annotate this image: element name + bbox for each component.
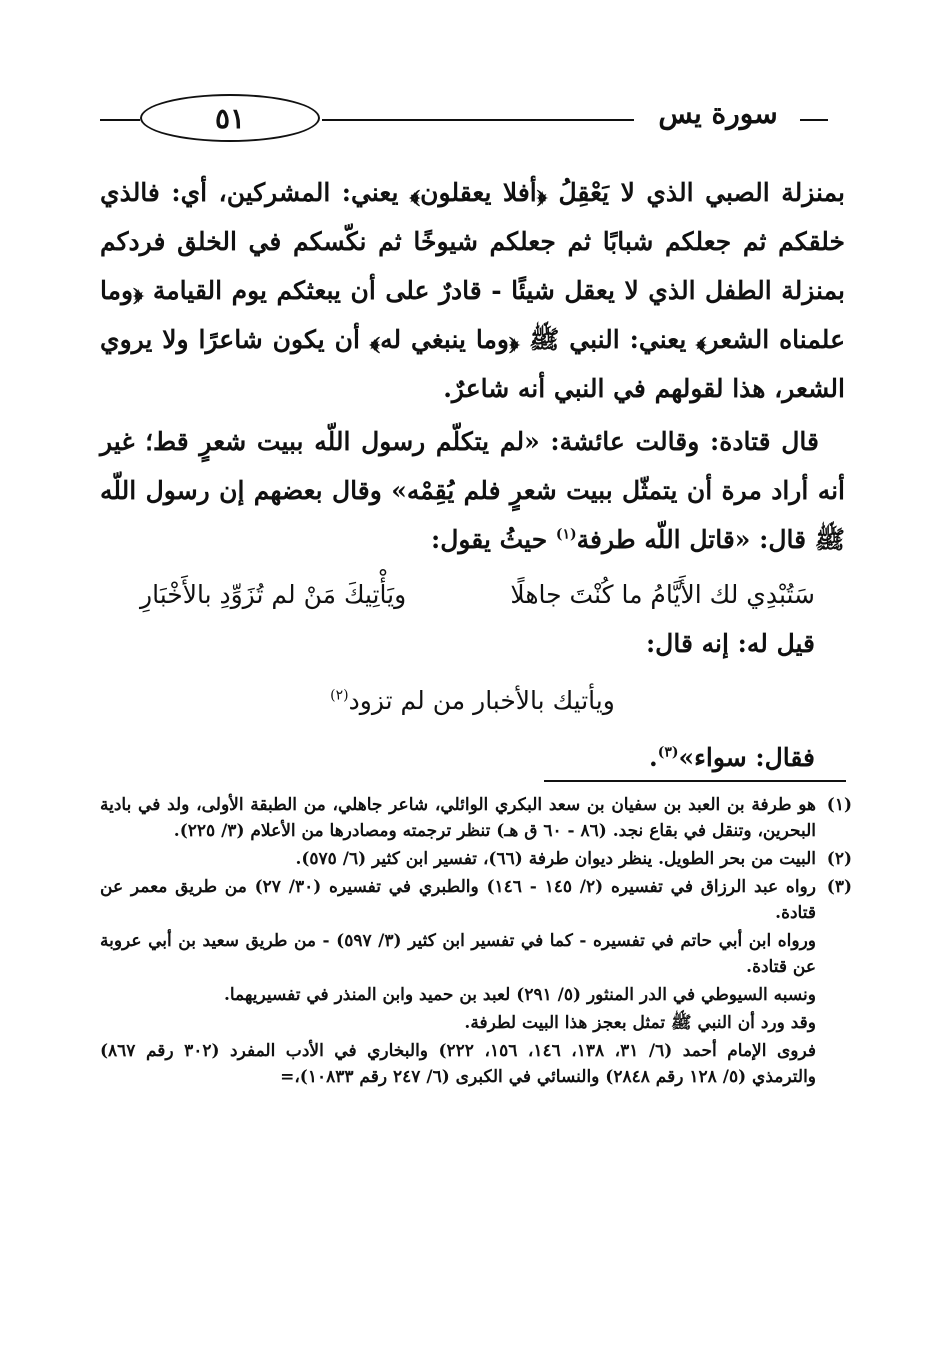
footnote-separator — [544, 780, 846, 782]
poem-first-hemistich: سَتُبْدِي لك الأَيَّامُ ما كُنْتَ جاهلًا — [510, 580, 815, 609]
footnote-text: ورواه ابن أبي حاتم في تفسيره - كما في تفسير ابن كثير (٣/ ٥٩٧) - من طريق سعيد بن أبي عروبة عن قتادة. — [100, 931, 816, 977]
footnote-text: فروى الإمام أحمد (٦/ ٣١، ١٣٨، ١٤٦، ١٥٦، ٢٢٢) والبخاري في الأدب المفرد (٣٠٢ رقم ٨٦٧) والترمذي (٥/ ١٢٨ رقم ٢٨٤٨) والنسائي في الكبرى (٦/ ٢٤٧ رقم ١٠٨٣٣)،= — [100, 1041, 816, 1087]
footnote — [100, 846, 852, 872]
he-said-end: . — [649, 743, 658, 772]
footnote-text: وقد ورد أن النبي ﷺ تمثل بعجز هذا البيت لطرفة. — [464, 1013, 816, 1033]
footnote-ref-1: (١) — [555, 526, 577, 543]
page-header — [100, 90, 845, 150]
poem-verse — [100, 570, 845, 619]
page-number: ٥١ — [214, 101, 246, 135]
header-rule-middle — [322, 119, 634, 121]
body-paragraph-1: بمنزلة الصبي الذي لا يَعْقِلُ ﴿أفلا يعقلون﴾ يعني: المشركين، أي: فالذي خلقكم ثم جعلكم شبابًا ثم جعلكم شيوخًا ثم نكّسكم في الخلق فردكم بمنزلة الطفل الذي لا يعقل شيئًا - قادرٌ على أن يبعثكم يوم القيامة ﴿وما علمناه الشعر﴾ يعني: النبي ﷺ ﴿وما ينبغي له﴾ أن يكون شاعرًا ولا يروي الشعر، هذا لقولهم في النبي أنه شاعرٌ. — [100, 178, 845, 403]
footnote-body — [100, 874, 816, 1090]
footnote-body — [100, 792, 816, 844]
footnote-text: رواه عبد الرزاق في تفسيره (٢/ ١٤٥ - ١٤٦) والطبري في تفسيره (٣٠/ ٢٧) من طريق معمر عن قتادة. — [100, 877, 816, 923]
page-number-oval — [140, 94, 320, 142]
main-text — [100, 168, 845, 782]
footnote-text: البيت من بحر الطويل. ينظر ديوان طرفة (٦٦)، تفسير ابن كثير (٦/ ٥٧٥). — [295, 849, 816, 869]
footnotes — [100, 792, 852, 1092]
footnote-text: ونسبه السيوطي في الدر المنثور (٥/ ٢٩١) لعبد بن حميد وابن المنذر في تفسيريهما. — [223, 985, 816, 1005]
footnote-ref-2: (٢) — [330, 687, 349, 704]
he-said-text: فقال: سواء» — [678, 743, 815, 772]
paragraph-2-text-b: حيثُ يقول: — [430, 525, 556, 554]
corrected-verse-text: ويأتيك بالأخبار من لم تزود — [348, 686, 615, 715]
footnote-number: (١) — [826, 795, 852, 815]
footnote-number: (٢) — [826, 849, 852, 869]
footnote-text: هو طرفة بن العبد بن سفيان بن سعد البكري الوائلي، شاعر جاهلي، من الطبقة الأولى، ولد في بادية البحرين، وتنقل في بقاع نجد. (٨٦ - ٦٠ ق هـ) تنظر ترجمته ومصادرها من الأعلام (٣/ ٢٢٥). — [100, 795, 816, 841]
he-said-line — [100, 733, 845, 782]
footnote — [100, 792, 852, 844]
header-rule-left — [100, 119, 140, 121]
paragraph-2-text-a: قال قتادة: وقالت عائشة: «لم يتكلّم رسول اللّه ببيت شعرٍ قط؛ غير أنه أراد مرة أن يتمثّل ببيت شعرٍ فلم يُقِمْه» وقال بعضهم إن رسول اللّه ﷺ قال: «قاتل اللّه طرفة — [100, 427, 845, 554]
footnote — [100, 874, 852, 1090]
body-paragraph-2 — [100, 417, 845, 564]
footnote-ref-3: (٣) — [657, 744, 679, 761]
surah-title: سورة يس — [658, 97, 778, 130]
said-to-him-line: قيل له: إنه قال: — [645, 629, 815, 658]
poem-second-hemistich: ويَأْتِيكَ مَنْ لم تُزَوِّدِ بالأَخْبَارِ — [140, 580, 407, 609]
header-rule-right — [800, 119, 828, 121]
corrected-verse — [100, 676, 845, 725]
footnote-body — [100, 846, 816, 872]
footnote-number: (٣) — [826, 877, 852, 897]
